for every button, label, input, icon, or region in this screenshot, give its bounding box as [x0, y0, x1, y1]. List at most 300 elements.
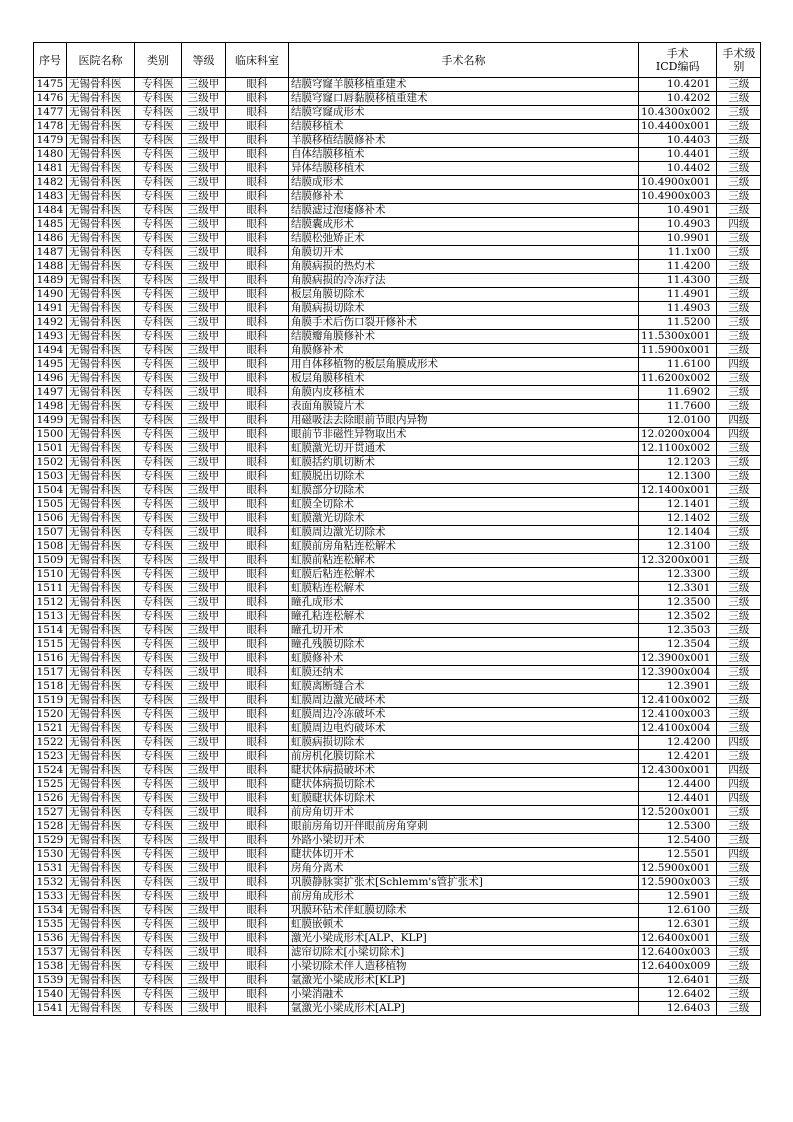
cell-icd: 12.3100 — [639, 540, 717, 554]
cell-grade: 三级甲 — [182, 512, 226, 526]
cell-icd: 12.4401 — [639, 792, 717, 806]
cell-grade: 三级甲 — [182, 568, 226, 582]
cell-category: 专科医 — [135, 470, 182, 484]
cell-level: 三级 — [717, 610, 761, 624]
cell-procedure-name: 滤帘切除术[小梁切除术] — [289, 946, 639, 960]
cell-icd: 12.5200x001 — [639, 806, 717, 820]
cell-category: 专科医 — [135, 148, 182, 162]
table-row — [34, 120, 761, 134]
cell-hospital: 无锡骨科医 — [67, 904, 135, 918]
header-level: 手术级 别 — [717, 43, 761, 78]
cell-category: 专科医 — [135, 330, 182, 344]
cell-procedure-name: 虹膜后粘连松解术 — [289, 568, 639, 582]
table-row — [34, 372, 761, 386]
cell-icd: 12.5900x001 — [639, 862, 717, 876]
cell-dept: 眼科 — [226, 848, 289, 862]
cell-procedure-name: 结膜穹窿成形术 — [289, 106, 639, 120]
cell-grade: 三级甲 — [182, 414, 226, 428]
cell-level: 三级 — [717, 470, 761, 484]
cell-grade: 三级甲 — [182, 302, 226, 316]
cell-grade: 三级甲 — [182, 386, 226, 400]
cell-procedure-name: 虹膜脱出切除术 — [289, 470, 639, 484]
cell-level: 三级 — [717, 190, 761, 204]
cell-hospital: 无锡骨科医 — [67, 820, 135, 834]
cell-seq: 1508 — [34, 540, 67, 554]
cell-icd: 11.5200 — [639, 316, 717, 330]
cell-level: 三级 — [717, 666, 761, 680]
cell-grade: 三级甲 — [182, 918, 226, 932]
cell-hospital: 无锡骨科医 — [67, 778, 135, 792]
table-row — [34, 862, 761, 876]
cell-procedure-name: 结膜松弛矫正术 — [289, 232, 639, 246]
cell-grade: 三级甲 — [182, 456, 226, 470]
cell-icd: 12.5501 — [639, 848, 717, 862]
cell-procedure-name: 虹膜激光切除术 — [289, 512, 639, 526]
cell-dept: 眼科 — [226, 582, 289, 596]
cell-seq: 1537 — [34, 946, 67, 960]
cell-icd: 11.6100 — [639, 358, 717, 372]
cell-category: 专科医 — [135, 540, 182, 554]
table-row — [34, 834, 761, 848]
cell-dept: 眼科 — [226, 806, 289, 820]
cell-grade: 三级甲 — [182, 442, 226, 456]
cell-level: 三级 — [717, 582, 761, 596]
cell-dept: 眼科 — [226, 918, 289, 932]
cell-category: 专科医 — [135, 1002, 182, 1016]
cell-grade: 三级甲 — [182, 736, 226, 750]
cell-seq: 1531 — [34, 862, 67, 876]
cell-grade: 三级甲 — [182, 834, 226, 848]
cell-procedure-name: 虹膜周边激光切除术 — [289, 526, 639, 540]
cell-hospital: 无锡骨科医 — [67, 526, 135, 540]
cell-seq: 1478 — [34, 120, 67, 134]
cell-icd: 10.4901 — [639, 204, 717, 218]
cell-procedure-name: 睫状体切开术 — [289, 848, 639, 862]
cell-level: 四级 — [717, 736, 761, 750]
cell-procedure-name: 前房角成形术 — [289, 890, 639, 904]
cell-level: 三级 — [717, 484, 761, 498]
cell-icd: 10.4202 — [639, 92, 717, 106]
cell-grade: 三级甲 — [182, 610, 226, 624]
cell-seq: 1483 — [34, 190, 67, 204]
cell-hospital: 无锡骨科医 — [67, 470, 135, 484]
cell-dept: 眼科 — [226, 764, 289, 778]
cell-procedure-name: 虹膜部分切除术 — [289, 484, 639, 498]
cell-seq: 1512 — [34, 596, 67, 610]
header-hospital: 医院名称 — [67, 43, 135, 78]
cell-procedure-name: 角膜病损的冷冻疗法 — [289, 274, 639, 288]
cell-hospital: 无锡骨科医 — [67, 442, 135, 456]
cell-dept: 眼科 — [226, 372, 289, 386]
table-row — [34, 946, 761, 960]
cell-grade: 三级甲 — [182, 162, 226, 176]
cell-grade: 三级甲 — [182, 694, 226, 708]
cell-seq: 1529 — [34, 834, 67, 848]
cell-icd: 12.4100x004 — [639, 722, 717, 736]
table-row — [34, 274, 761, 288]
table-row — [34, 988, 761, 1002]
cell-grade: 三级甲 — [182, 876, 226, 890]
cell-seq: 1482 — [34, 176, 67, 190]
cell-dept: 眼科 — [226, 778, 289, 792]
cell-icd: 12.4201 — [639, 750, 717, 764]
cell-hospital: 无锡骨科医 — [67, 708, 135, 722]
cell-category: 专科医 — [135, 960, 182, 974]
cell-procedure-name: 虹膜全切除术 — [289, 498, 639, 512]
cell-procedure-name: 小梁消融术 — [289, 988, 639, 1002]
cell-category: 专科医 — [135, 638, 182, 652]
cell-level: 三级 — [717, 288, 761, 302]
cell-level: 三级 — [717, 204, 761, 218]
cell-hospital: 无锡骨科医 — [67, 498, 135, 512]
cell-icd: 12.6301 — [639, 918, 717, 932]
cell-hospital: 无锡骨科医 — [67, 918, 135, 932]
cell-level: 三级 — [717, 652, 761, 666]
cell-dept: 眼科 — [226, 988, 289, 1002]
table-header-row — [34, 43, 761, 78]
cell-level: 三级 — [717, 820, 761, 834]
cell-seq: 1504 — [34, 484, 67, 498]
cell-seq: 1496 — [34, 372, 67, 386]
cell-icd: 10.4401 — [639, 148, 717, 162]
header-category: 类别 — [135, 43, 182, 78]
cell-seq: 1487 — [34, 246, 67, 260]
cell-seq: 1484 — [34, 204, 67, 218]
cell-procedure-name: 虹膜还纳术 — [289, 666, 639, 680]
cell-category: 专科医 — [135, 596, 182, 610]
cell-dept: 眼科 — [226, 610, 289, 624]
cell-icd: 11.5300x001 — [639, 330, 717, 344]
table-row — [34, 162, 761, 176]
cell-grade: 三级甲 — [182, 666, 226, 680]
table-row — [34, 232, 761, 246]
cell-category: 专科医 — [135, 246, 182, 260]
cell-dept: 眼科 — [226, 148, 289, 162]
procedure-sheet — [33, 42, 761, 1016]
cell-grade: 三级甲 — [182, 624, 226, 638]
cell-procedure-name: 巩膜静脉窦扩张术[Schlemm's管扩张术] — [289, 876, 639, 890]
cell-level: 三级 — [717, 344, 761, 358]
cell-icd: 12.3200x001 — [639, 554, 717, 568]
cell-level: 三级 — [717, 400, 761, 414]
cell-level: 三级 — [717, 274, 761, 288]
cell-grade: 三级甲 — [182, 932, 226, 946]
cell-grade: 三级甲 — [182, 148, 226, 162]
cell-category: 专科医 — [135, 288, 182, 302]
cell-category: 专科医 — [135, 232, 182, 246]
cell-grade: 三级甲 — [182, 400, 226, 414]
cell-hospital: 无锡骨科医 — [67, 372, 135, 386]
cell-category: 专科医 — [135, 848, 182, 862]
cell-procedure-name: 角膜手术后伤口裂开修补术 — [289, 316, 639, 330]
cell-seq: 1480 — [34, 148, 67, 162]
cell-category: 专科医 — [135, 386, 182, 400]
cell-grade: 三级甲 — [182, 582, 226, 596]
cell-icd: 12.3301 — [639, 582, 717, 596]
cell-level: 三级 — [717, 708, 761, 722]
cell-procedure-name: 虹膜病损切除术 — [289, 736, 639, 750]
cell-dept: 眼科 — [226, 960, 289, 974]
cell-seq: 1523 — [34, 750, 67, 764]
cell-hospital: 无锡骨科医 — [67, 400, 135, 414]
cell-category: 专科医 — [135, 120, 182, 134]
cell-hospital: 无锡骨科医 — [67, 680, 135, 694]
cell-dept: 眼科 — [226, 820, 289, 834]
cell-seq: 1502 — [34, 456, 67, 470]
cell-level: 四级 — [717, 218, 761, 232]
cell-level: 三级 — [717, 890, 761, 904]
cell-level: 三级 — [717, 526, 761, 540]
cell-grade: 三级甲 — [182, 274, 226, 288]
cell-icd: 12.5900x003 — [639, 876, 717, 890]
cell-procedure-name: 结膜移植术 — [289, 120, 639, 134]
cell-level: 三级 — [717, 92, 761, 106]
table-row — [34, 680, 761, 694]
cell-seq: 1477 — [34, 106, 67, 120]
cell-grade: 三级甲 — [182, 372, 226, 386]
cell-seq: 1510 — [34, 568, 67, 582]
cell-level: 三级 — [717, 162, 761, 176]
cell-icd: 12.0200x004 — [639, 428, 717, 442]
cell-grade: 三级甲 — [182, 428, 226, 442]
cell-level: 三级 — [717, 316, 761, 330]
table-row — [34, 848, 761, 862]
table-row — [34, 1002, 761, 1016]
cell-dept: 眼科 — [226, 78, 289, 92]
cell-icd: 12.6400x009 — [639, 960, 717, 974]
cell-seq: 1539 — [34, 974, 67, 988]
cell-procedure-name: 表面角膜镜片术 — [289, 400, 639, 414]
cell-dept: 眼科 — [226, 666, 289, 680]
cell-seq: 1490 — [34, 288, 67, 302]
cell-dept: 眼科 — [226, 792, 289, 806]
cell-category: 专科医 — [135, 372, 182, 386]
cell-category: 专科医 — [135, 890, 182, 904]
cell-category: 专科医 — [135, 610, 182, 624]
cell-level: 三级 — [717, 988, 761, 1002]
cell-procedure-name: 睫状体病损切除术 — [289, 778, 639, 792]
cell-seq: 1536 — [34, 932, 67, 946]
cell-procedure-name: 角膜内皮移植术 — [289, 386, 639, 400]
table-row — [34, 638, 761, 652]
table-row — [34, 974, 761, 988]
cell-icd: 11.4300 — [639, 274, 717, 288]
cell-icd: 11.4200 — [639, 260, 717, 274]
cell-level: 三级 — [717, 946, 761, 960]
cell-grade: 三级甲 — [182, 190, 226, 204]
cell-category: 专科医 — [135, 176, 182, 190]
cell-seq: 1521 — [34, 722, 67, 736]
table-row — [34, 106, 761, 120]
cell-category: 专科医 — [135, 652, 182, 666]
table-row — [34, 526, 761, 540]
cell-hospital: 无锡骨科医 — [67, 274, 135, 288]
cell-level: 三级 — [717, 372, 761, 386]
cell-seq: 1516 — [34, 652, 67, 666]
table-row — [34, 456, 761, 470]
header-seq: 序号 — [34, 43, 67, 78]
cell-seq: 1505 — [34, 498, 67, 512]
cell-level: 三级 — [717, 512, 761, 526]
cell-category: 专科医 — [135, 582, 182, 596]
cell-hospital: 无锡骨科医 — [67, 764, 135, 778]
cell-procedure-name: 羊膜移植结膜修补术 — [289, 134, 639, 148]
cell-seq: 1517 — [34, 666, 67, 680]
cell-hospital: 无锡骨科医 — [67, 974, 135, 988]
cell-dept: 眼科 — [226, 428, 289, 442]
cell-hospital: 无锡骨科医 — [67, 792, 135, 806]
cell-procedure-name: 巩膜环钻术伴虹膜切除术 — [289, 904, 639, 918]
cell-dept: 眼科 — [226, 554, 289, 568]
cell-level: 三级 — [717, 456, 761, 470]
cell-icd: 11.4903 — [639, 302, 717, 316]
cell-category: 专科医 — [135, 554, 182, 568]
cell-procedure-name: 眼前节非磁性异物取出术 — [289, 428, 639, 442]
cell-dept: 眼科 — [226, 204, 289, 218]
cell-level: 三级 — [717, 106, 761, 120]
cell-seq: 1540 — [34, 988, 67, 1002]
cell-procedure-name: 用磁吸法去除眼前节眼内异物 — [289, 414, 639, 428]
cell-grade: 三级甲 — [182, 596, 226, 610]
cell-hospital: 无锡骨科医 — [67, 736, 135, 750]
cell-dept: 眼科 — [226, 1002, 289, 1016]
cell-procedure-name: 瞳孔成形术 — [289, 596, 639, 610]
cell-category: 专科医 — [135, 876, 182, 890]
cell-grade: 三级甲 — [182, 904, 226, 918]
table-row — [34, 428, 761, 442]
cell-grade: 三级甲 — [182, 232, 226, 246]
cell-procedure-name: 虹膜激光切开贯通术 — [289, 442, 639, 456]
cell-procedure-name: 角膜修补术 — [289, 344, 639, 358]
cell-category: 专科医 — [135, 918, 182, 932]
cell-hospital: 无锡骨科医 — [67, 960, 135, 974]
table-row — [34, 820, 761, 834]
table-row — [34, 498, 761, 512]
cell-seq: 1503 — [34, 470, 67, 484]
cell-icd: 12.6402 — [639, 988, 717, 1002]
cell-procedure-name: 瞳孔切开术 — [289, 624, 639, 638]
cell-hospital: 无锡骨科医 — [67, 834, 135, 848]
cell-category: 专科医 — [135, 988, 182, 1002]
cell-dept: 眼科 — [226, 246, 289, 260]
cell-hospital: 无锡骨科医 — [67, 386, 135, 400]
cell-hospital: 无锡骨科医 — [67, 120, 135, 134]
cell-grade: 三级甲 — [182, 288, 226, 302]
cell-level: 三级 — [717, 148, 761, 162]
cell-icd: 12.3500 — [639, 596, 717, 610]
cell-seq: 1525 — [34, 778, 67, 792]
header-icd: 手术 ICD编码 — [639, 43, 717, 78]
cell-hospital: 无锡骨科医 — [67, 414, 135, 428]
cell-procedure-name: 外路小梁切开术 — [289, 834, 639, 848]
table-row — [34, 316, 761, 330]
cell-procedure-name: 虹膜周边电灼破坏术 — [289, 722, 639, 736]
cell-icd: 10.4201 — [639, 78, 717, 92]
cell-icd: 12.1203 — [639, 456, 717, 470]
cell-category: 专科医 — [135, 806, 182, 820]
cell-hospital: 无锡骨科医 — [67, 540, 135, 554]
cell-dept: 眼科 — [226, 134, 289, 148]
cell-procedure-name: 角膜病损切除术 — [289, 302, 639, 316]
cell-seq: 1488 — [34, 260, 67, 274]
table-row — [34, 358, 761, 372]
cell-category: 专科医 — [135, 820, 182, 834]
cell-icd: 12.5400 — [639, 834, 717, 848]
cell-hospital: 无锡骨科医 — [67, 302, 135, 316]
table-row — [34, 134, 761, 148]
cell-dept: 眼科 — [226, 680, 289, 694]
cell-procedure-name: 结膜穹窿口唇黏膜移植重建术 — [289, 92, 639, 106]
cell-seq: 1528 — [34, 820, 67, 834]
cell-level: 三级 — [717, 246, 761, 260]
cell-grade: 三级甲 — [182, 792, 226, 806]
cell-seq: 1533 — [34, 890, 67, 904]
table-row — [34, 708, 761, 722]
cell-hospital: 无锡骨科医 — [67, 806, 135, 820]
cell-category: 专科医 — [135, 974, 182, 988]
cell-icd: 12.1300 — [639, 470, 717, 484]
cell-dept: 眼科 — [226, 946, 289, 960]
cell-seq: 1498 — [34, 400, 67, 414]
table-row — [34, 92, 761, 106]
cell-hospital: 无锡骨科医 — [67, 946, 135, 960]
cell-hospital: 无锡骨科医 — [67, 190, 135, 204]
cell-hospital: 无锡骨科医 — [67, 694, 135, 708]
cell-grade: 三级甲 — [182, 638, 226, 652]
cell-dept: 眼科 — [226, 862, 289, 876]
cell-category: 专科医 — [135, 134, 182, 148]
cell-grade: 三级甲 — [182, 92, 226, 106]
cell-icd: 11.4901 — [639, 288, 717, 302]
table-row — [34, 596, 761, 610]
cell-grade: 三级甲 — [182, 316, 226, 330]
cell-seq: 1532 — [34, 876, 67, 890]
cell-grade: 三级甲 — [182, 1002, 226, 1016]
cell-icd: 12.6403 — [639, 1002, 717, 1016]
cell-level: 三级 — [717, 638, 761, 652]
table-row — [34, 260, 761, 274]
cell-grade: 三级甲 — [182, 344, 226, 358]
cell-dept: 眼科 — [226, 498, 289, 512]
cell-procedure-name: 结膜修补术 — [289, 190, 639, 204]
table-row — [34, 190, 761, 204]
cell-category: 专科医 — [135, 302, 182, 316]
cell-procedure-name: 异体结膜移植术 — [289, 162, 639, 176]
cell-seq: 1486 — [34, 232, 67, 246]
table-row — [34, 960, 761, 974]
cell-level: 三级 — [717, 834, 761, 848]
cell-procedure-name: 小梁切除术伴人造移植物 — [289, 960, 639, 974]
cell-seq: 1514 — [34, 624, 67, 638]
cell-icd: 11.5900x001 — [639, 344, 717, 358]
cell-procedure-name: 虹膜前粘连松解术 — [289, 554, 639, 568]
cell-grade: 三级甲 — [182, 960, 226, 974]
cell-procedure-name: 眼前房角切开伴眼前房角穿刺 — [289, 820, 639, 834]
table-row — [34, 876, 761, 890]
cell-dept: 眼科 — [226, 414, 289, 428]
cell-seq: 1489 — [34, 274, 67, 288]
cell-icd: 12.3901 — [639, 680, 717, 694]
cell-category: 专科医 — [135, 680, 182, 694]
cell-category: 专科医 — [135, 512, 182, 526]
cell-category: 专科医 — [135, 204, 182, 218]
table-row — [34, 582, 761, 596]
cell-level: 三级 — [717, 862, 761, 876]
cell-category: 专科医 — [135, 526, 182, 540]
cell-category: 专科医 — [135, 666, 182, 680]
cell-grade: 三级甲 — [182, 988, 226, 1002]
cell-hospital: 无锡骨科医 — [67, 344, 135, 358]
